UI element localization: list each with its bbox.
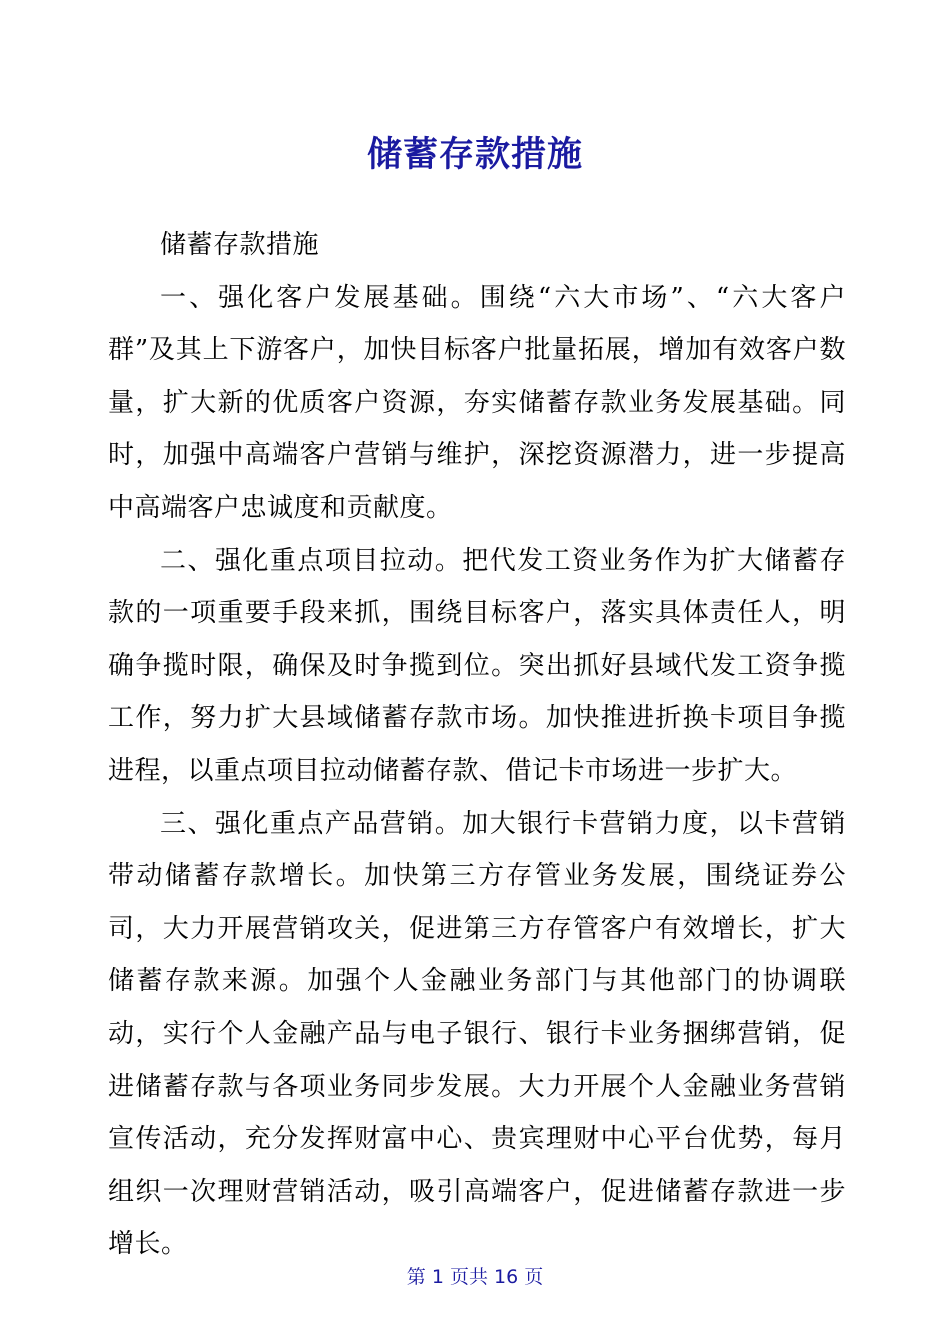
document-body [108, 219, 846, 1271]
paragraph-heading: 储蓄存款措施 [160, 230, 320, 260]
paragraph-3: 三、强化重点产品营销。加大银行卡营销力度，以卡营销带动储蓄存款增长。加快第三方存管业务发展，围绕证券公司，大力开展营销攻关，促进第三方存管客户有效增长，扩大储蓄存款来源。加强个人金融业务部门与其他部门的协调联动，实行个人金融产品与电子银行、银行卡业务捆绑营销，促进储蓄存款与各项业务同步发展。大力开展个人金融业务营销宣传活动，充分发挥财富中心、贵宾理财中心平台优势，每月组织一次理财营销活动，吸引高端客户，促进储蓄存款进一步增长。 [108, 808, 846, 1260]
paragraph-1: 一、强化客户发展基础。围绕“六大市场”、“六大客户群”及其上下游客户，加快目标客户批量拓展，增加有效客户数量，扩大新的优质客户资源，夯实储蓄存款业务发展基础。同时，加强中高端客户营销与维护，深挖资源潜力，进一步提高中高端客户忠诚度和贡献度。 [108, 282, 846, 523]
paragraph-2: 二、强化重点项目拉动。把代发工资业务作为扩大储蓄存款的一项重要手段来抓，围绕目标客户，落实具体责任人，明确争揽时限，确保及时争揽到位。突出抓好县域代发工资争揽工作，努力扩大县域储蓄存款市场。加快推进折换卡项目争揽进程，以重点项目拉动储蓄存款、借记卡市场进一步扩大。 [108, 545, 846, 786]
document-title: 储蓄存款措施 [366, 135, 583, 176]
page-footer: 第 1 页共 16 页 [406, 1266, 544, 1288]
